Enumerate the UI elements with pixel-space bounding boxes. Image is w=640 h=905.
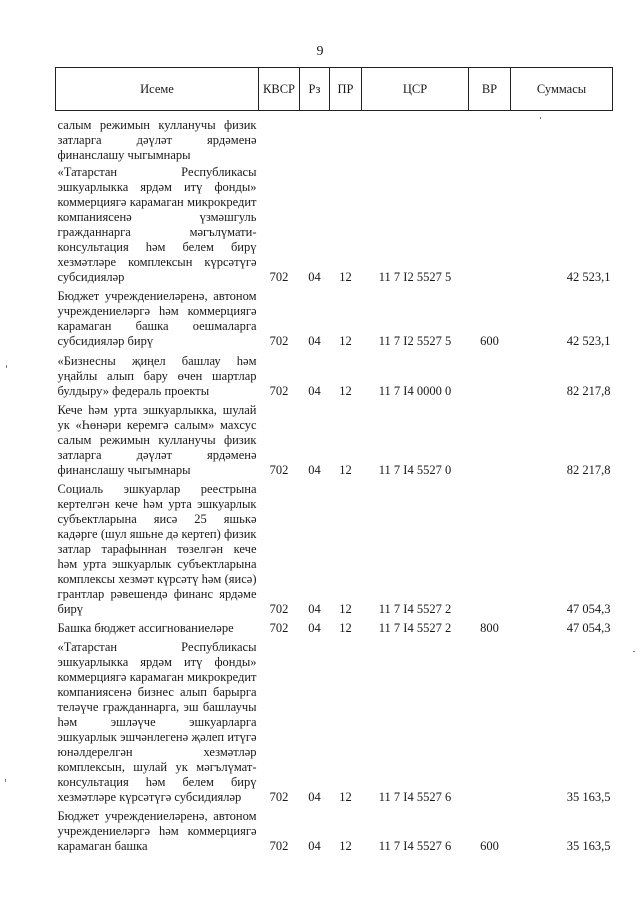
row-name: Бюджет учреждениеләренә, автоном учреждениеләргә һәм коммерциягә карамаган башка	[57, 808, 257, 853]
row-csr: 11 7 I4 5527 6	[378, 838, 452, 853]
table-row	[56, 163, 613, 288]
row-kvsr: 702	[269, 601, 289, 616]
table-row	[56, 402, 613, 481]
row-sum: 35 163,5	[566, 789, 611, 804]
table-header-row	[56, 68, 613, 111]
scan-speck	[633, 651, 635, 652]
row-vr: 600	[480, 333, 499, 348]
table-row	[56, 352, 613, 402]
row-sum: 47 054,3	[566, 620, 611, 635]
table-row	[56, 639, 613, 808]
row-pr: 12	[339, 462, 352, 477]
row-rz: 04	[308, 838, 321, 853]
column-header-sum: Суммасы	[511, 68, 613, 111]
row-rz: 04	[308, 269, 321, 284]
row-pr: 12	[339, 838, 352, 853]
row-csr: 11 7 I2 5527 5	[378, 269, 452, 284]
row-csr: 11 7 I4 5527 6	[378, 789, 452, 804]
table-row	[56, 111, 613, 163]
row-rz: 04	[308, 333, 321, 348]
row-kvsr	[259, 111, 300, 163]
row-csr: 11 7 I4 5527 2	[378, 601, 452, 616]
row-rz: 04	[308, 620, 321, 635]
table-row	[56, 808, 613, 857]
row-sum: 42 523,1	[566, 269, 611, 284]
table-row	[56, 481, 613, 620]
row-rz	[300, 111, 330, 163]
row-csr	[362, 111, 469, 163]
row-vr	[469, 163, 511, 288]
row-kvsr: 702	[269, 333, 289, 348]
row-rz: 04	[308, 383, 321, 398]
row-kvsr: 702	[269, 462, 289, 477]
row-sum: 35 163,5	[566, 838, 611, 853]
row-name: Социаль эшкуарлар реестрына кертелгән кече һәм урта эшкуарлык субъектларына яисә 25 яшькә кадәрге (шул яшьне дә кертеп) физик затлар тарафыннан төзелгән кече һәм урта эшкуарлык субъектларына комплексы хезмәт күрсәтү һәм (яисә) грантлар рәвешендә финанс ярдәме бирү	[57, 481, 257, 616]
row-name: «Бизнесны җиңел башлау һәм уңайлы алып бару өчен шартлар булдыру» федераль проекты	[57, 353, 257, 398]
column-header-vr: ВР	[469, 68, 511, 111]
row-vr: 600	[480, 838, 499, 853]
column-header-pr: ПР	[330, 68, 362, 111]
row-name: «Татарстан Республикасы эшкуарлыкка ярдәм итү фонды» коммерциягә карамаган микрокредит компаниясенә үзмәшгуль гражданнарга мәгълүмати-консультация һәм белем бирү хезмәтләре комплексын күрсәтүгә субсидияләр	[57, 164, 257, 284]
row-pr: 12	[339, 333, 352, 348]
row-kvsr: 702	[269, 789, 289, 804]
row-csr: 11 7 I4 5527 0	[378, 462, 452, 477]
row-pr: 12	[339, 620, 352, 635]
row-vr	[469, 481, 511, 620]
budget-table	[55, 67, 613, 857]
row-pr	[330, 111, 362, 163]
row-name: Кече һәм урта эшкуарлыкка, шулай ук «Һөнәри керемгә салым» махсус салым режимын кулланучы физик затларга дәүләт ярдәменә финанслашу чыгымнары	[57, 402, 257, 477]
row-name: салым режимын кулланучы физик затларга дәүләт ярдәменә финанслашу чыгымнары	[57, 117, 257, 162]
table-row	[56, 620, 613, 639]
row-rz: 04	[308, 789, 321, 804]
row-name: «Татарстан Республикасы эшкуарлыкка ярдәм итү фонды» коммерциягә карамаган микрокредит компаниясенә бизнес алып барырга теләүче гражданнарга, эш башлаучы һәм эшләүче эшкуарларга эшкуарлык эшчәнлегенә җәлеп итүгә юнәлдерелгән хезмәтләр комплексын, шулай ук мәгълүмат-консультация һәм белем бирү хезмәтләре күрсәтүгә субсидияләр	[57, 639, 257, 804]
row-sum: 47 054,3	[566, 601, 611, 616]
scan-speck	[5, 779, 6, 782]
column-header-csr: ЦСР	[362, 68, 469, 111]
row-vr	[469, 402, 511, 481]
row-vr	[469, 111, 511, 163]
row-pr: 12	[339, 269, 352, 284]
row-kvsr: 702	[269, 269, 289, 284]
row-pr: 12	[339, 789, 352, 804]
page-number: 9	[316, 44, 324, 59]
column-header-name: Исеме	[56, 68, 259, 111]
row-rz: 04	[308, 601, 321, 616]
row-vr	[469, 639, 511, 808]
row-sum	[511, 111, 613, 163]
scan-speck	[540, 117, 541, 119]
row-kvsr: 702	[269, 838, 289, 853]
row-sum: 42 523,1	[566, 333, 611, 348]
row-name: Башка бюджет ассигнованиеләре	[57, 620, 234, 635]
column-header-kvsr: КВСР	[259, 68, 300, 111]
row-pr: 12	[339, 601, 352, 616]
scan-speck	[6, 365, 7, 368]
row-pr: 12	[339, 383, 352, 398]
row-kvsr: 702	[269, 383, 289, 398]
row-csr: 11 7 I4 5527 2	[378, 620, 452, 635]
row-rz: 04	[308, 462, 321, 477]
column-header-rz: Рз	[300, 68, 330, 111]
row-csr: 11 7 I4 0000 0	[378, 383, 452, 398]
table-row	[56, 288, 613, 352]
row-sum: 82 217,8	[566, 462, 611, 477]
row-vr: 800	[480, 620, 499, 635]
row-name: Бюджет учреждениеләренә, автоном учреждениеләргә һәм коммерциягә карамаган башка оешмаларга субсидияләр бирү	[57, 288, 257, 348]
row-csr: 11 7 I2 5527 5	[378, 333, 452, 348]
row-sum: 82 217,8	[566, 383, 611, 398]
row-vr	[469, 352, 511, 402]
row-kvsr: 702	[269, 620, 289, 635]
